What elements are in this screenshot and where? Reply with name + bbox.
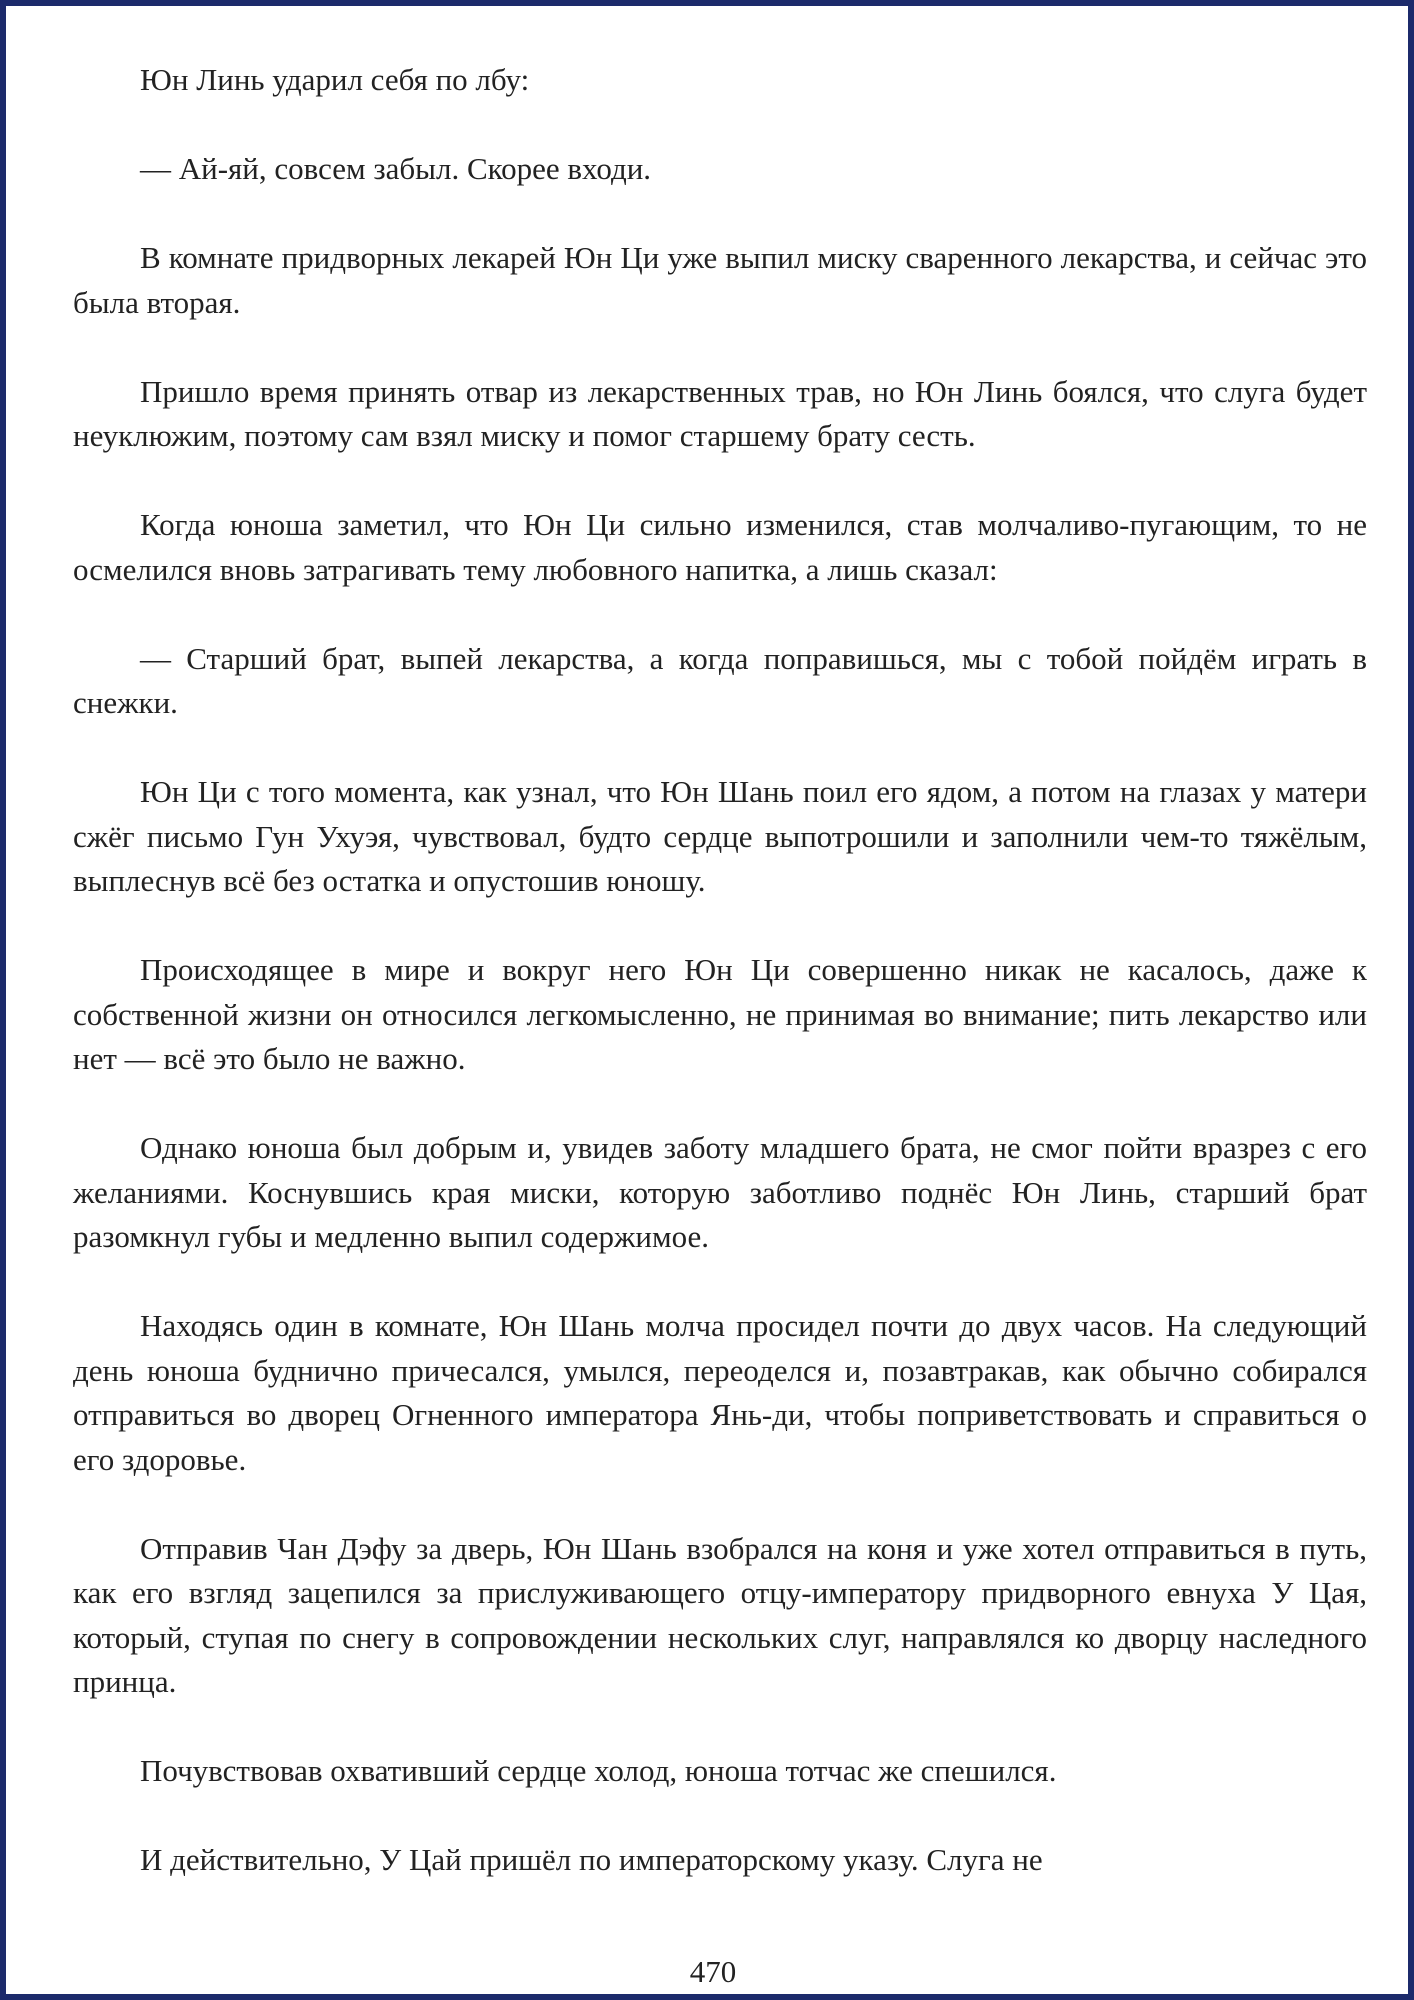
paragraph: Почувствовав охвативший сердце холод, юноша тотчас же спешился. (140, 1753, 1057, 1788)
paragraph: Однако юноша был добрым и, увидев заботу младшего брата, не смог пойти вразрез с его желаниями. Коснувшись края миски, которую заботливо поднёс Юн Линь, старший брат разомкнул губы и медленно выпил содержимое. (73, 1130, 1367, 1254)
paragraph: Происходящее в мире и вокруг него Юн Ци совершенно никак не касалось, даже к собственной жизни он относился легкомысленно, не принимая во внимание; пить лекарство или нет — всё это было не важно. (73, 952, 1367, 1076)
paragraph: Находясь один в комнате, Юн Шань молча просидел почти до двух часов. На следующий день юноша буднично причесался, умылся, переоделся и, позавтракав, как обычно собирался отправиться во дворец Огненного императора Янь-ди, чтобы поприветствовать и справиться о его здоровье. (73, 1308, 1367, 1477)
page-body (73, 58, 1367, 1927)
paragraph: Отправив Чан Дэфу за дверь, Юн Шань взобрался на коня и уже хотел отправиться в путь, как его взгляд зацепился за прислуживающего отцу-императору придворного евнуха У Цая, который, ступая по снегу в сопровождении нескольких слуг, направлялся ко дворцу наследного принца. (73, 1530, 1367, 1699)
paragraph: Юн Ци с того момента, как узнал, что Юн Шань поил его ядом, а потом на глазах у матери сжёг письмо Гун Ухуэя, чувствовал, будто сердце выпотрошили и заполнили чем-то тяжёлым, выплеснув всё без остатка и опустошив юношу. (73, 774, 1367, 898)
paragraph: И действительно, У Цай пришёл по императорскому указу. Слуга не (140, 1842, 1043, 1877)
paragraph: Юн Линь ударил себя по лбу: (140, 62, 530, 97)
paragraph: Пришло время принять отвар из лекарственных трав, но Юн Линь боялся, что слуга будет неуклюжим, поэтому сам взял миску и помог старшему брату сесть. (73, 373, 1367, 453)
paragraph: Когда юноша заметил, что Юн Ци сильно изменился, став молчаливо-пугающим, то не осмелился вновь затрагивать тему любовного напитка, а лишь сказал: (73, 507, 1367, 587)
paragraph: — Старший брат, выпей лекарства, а когда поправишься, мы с тобой пойдём играть в снежки. (73, 640, 1367, 720)
paragraph: В комнате придворных лекарей Юн Ци уже выпил миску сваренного лекарства, и сейчас это была вторая. (73, 240, 1367, 320)
page-number: 470 (689, 1954, 737, 1989)
paragraph: — Ай-яй, совсем забыл. Скорее входи. (140, 151, 652, 186)
